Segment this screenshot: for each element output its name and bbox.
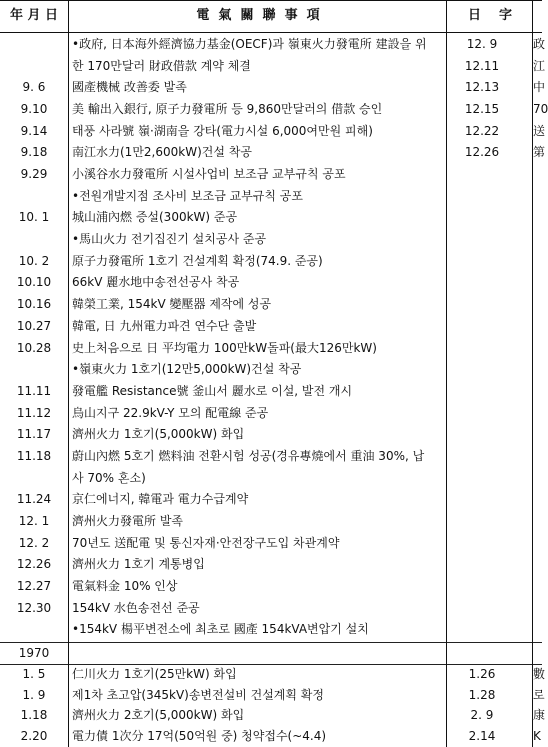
header-event2: [533, 0, 542, 32]
table-row: [0, 403, 542, 425]
row-event: •전원개발지점 조사비 보조금 교부규칙 공포: [72, 188, 303, 203]
row-event: 電力債 1次分 17억(50억원 중) 청약접수(~4.4): [72, 729, 327, 744]
row-event: 70년도 送配電 및 통신자재·안전장구도입 차관계약: [72, 535, 340, 550]
row-event: 태풍 사라號 嶺·湖南을 강타(電力시설 6,000여만원 피해): [72, 123, 373, 138]
header-event: 電 氣 關 聯 事 項: [196, 8, 320, 23]
table-row: [0, 511, 542, 533]
row-date2: 2.14: [468, 729, 496, 744]
table-row: [0, 229, 542, 251]
row-event: •政府, 日本海外經濟協力基金(OECF)과 嶺東火力發電所 建設을 위: [72, 37, 427, 51]
row-date: 11.18: [16, 448, 52, 463]
row-event: •154kV 楊平변전소에 최초로 國產 154kVA변압기 설치: [72, 622, 369, 637]
row-event: 濟州火力 2호기(5,000kW) 화입: [72, 708, 245, 723]
row-event: 城山浦內燃 증설(300kW) 준공: [72, 210, 238, 225]
row-date2: 12.13: [464, 80, 500, 95]
table-row: [0, 77, 546, 99]
row-event2: 送: [533, 123, 546, 138]
table-row: [0, 533, 542, 555]
row-event: 濟州火力發電所 발족: [72, 513, 183, 528]
table-row: [0, 294, 542, 316]
row-event2: 로: [533, 687, 545, 702]
row-event: 小溪谷水力發電所 시설사업비 보조금 교부규칙 공포: [72, 167, 346, 182]
table-row: [0, 446, 542, 468]
table-row: [0, 598, 542, 620]
row-event: 韓電, 日 九州電力파견 연수단 출발: [72, 318, 257, 333]
row-date: 10.27: [16, 318, 52, 333]
row-date: 1.18: [20, 708, 48, 723]
row-event2: 第: [533, 145, 546, 160]
table-row: [0, 164, 542, 186]
table-row: [0, 685, 545, 706]
row-date2: 12. 9: [466, 37, 498, 51]
row-date: 9. 6: [22, 80, 46, 95]
row-date: 10. 2: [18, 253, 50, 268]
table-row: [0, 705, 546, 726]
table-row: [0, 272, 542, 294]
row-date: 12.30: [16, 600, 52, 615]
table-row: [0, 207, 542, 229]
table-row: [0, 34, 546, 56]
table-row: [0, 121, 546, 143]
table-row: [0, 56, 546, 78]
table-header: [0, 0, 542, 32]
table-row: [0, 381, 542, 403]
row-event2: K: [533, 729, 541, 744]
table-row: [0, 338, 542, 360]
row-event: 濟州火力 1호기 계통병입: [72, 557, 205, 572]
row-date: 11.24: [16, 492, 52, 507]
row-date: 10.28: [16, 340, 52, 355]
row-date: 11.17: [16, 427, 52, 442]
table-row: [0, 316, 542, 338]
row-event: 京仁에너지, 韓電과 電力수급계약: [72, 492, 249, 507]
row-event2: 70: [533, 102, 548, 117]
table-row: [0, 468, 542, 490]
row-event: 仁川火力 1호기(25만kW) 화입: [72, 666, 237, 681]
row-event: •嶺東火力 1호기(12만5,000kW)건설 착공: [72, 362, 302, 377]
row-date: 9.29: [20, 167, 48, 182]
row-date: 9.10: [20, 102, 48, 117]
row-date: 11.12: [16, 405, 52, 420]
row-date: 10.16: [16, 297, 52, 312]
row-date: 10.10: [16, 275, 52, 290]
table-row: [0, 554, 542, 576]
table-row: [0, 99, 548, 121]
row-event2: 中: [533, 80, 546, 95]
row-date2: 12.22: [464, 123, 500, 138]
row-event: 한 170만달러 財政借款 계약 체결: [72, 58, 251, 73]
row-date: 10. 1: [18, 210, 50, 225]
header-date2: 日 字: [467, 8, 513, 23]
row-event: 烏山지구 22.9kV-Y 모의 配電線 준공: [72, 405, 269, 420]
table-row: [0, 142, 546, 164]
table-row: [0, 643, 542, 664]
row-event: 154kV 水色송전선 준공: [72, 600, 200, 615]
row-date: 12.26: [16, 557, 52, 572]
row-date: 2.20: [20, 729, 48, 744]
row-event: 史上처음으로 日 平均電力 100만kW돌파(最大126만kW): [72, 340, 377, 355]
row-date2: 2. 9: [470, 708, 494, 723]
row-date: 12. 2: [18, 535, 50, 550]
row-date2: 1.28: [468, 687, 496, 702]
row-event: 韓榮工業, 154kV 變壓器 제작에 성공: [72, 297, 272, 312]
row-event: 發電艦 Resistance號 釜山서 麗水로 이설, 발전 개시: [72, 383, 353, 398]
row-date2: 1.26: [468, 666, 496, 681]
row-event: 사 70% 혼소): [72, 470, 146, 485]
row-date2: 12.26: [464, 145, 500, 160]
row-event2: 數: [533, 666, 546, 681]
row-date2: 12.11: [464, 58, 500, 73]
row-date: 12. 1: [18, 513, 50, 528]
row-date: 12.27: [16, 578, 52, 593]
table-row: [0, 664, 546, 685]
row-date: 1. 5: [22, 666, 46, 681]
row-event: 濟州火力 1호기(5,000kW) 화입: [72, 427, 245, 442]
row-date: 9.14: [20, 123, 48, 138]
row-event: 南江水力(1만2,600kW)건설 착공: [72, 145, 252, 160]
row-date: 1. 9: [22, 687, 46, 702]
row-event2: 康: [533, 708, 546, 723]
row-event: •馬山火力 전기집진기 설치공사 준공: [72, 232, 267, 247]
top-rule: [0, 0, 542, 1]
row-event: 蔚山內燃 5호기 燃料油 전환시험 성공(경유專燒에서 重油 30%, 납: [72, 448, 425, 463]
table-row: [0, 576, 542, 598]
row-event: 電氣料金 10% 인상: [72, 578, 178, 593]
row-event: 原子力發電所 1호기 건설계획 확정(74.9. 준공): [72, 253, 323, 268]
row-date: 11.11: [16, 383, 52, 398]
table-row: [0, 251, 542, 273]
row-event2: 政: [533, 37, 546, 51]
row-event: 國產機械 改善委 발족: [72, 80, 187, 95]
header-rule: [0, 32, 542, 33]
row-event: 제1차 초고압(345kV)송변전설비 건설계획 확정: [72, 687, 324, 702]
table-row: [0, 424, 542, 446]
row-date: 9.18: [20, 145, 48, 160]
row-event2: 江: [533, 58, 546, 73]
table-row: [0, 186, 542, 208]
row-date2: 12.15: [464, 102, 500, 117]
row-event: 66kV 麗水地中송전선공사 착공: [72, 275, 240, 290]
row-date: 1970: [18, 646, 50, 660]
table-row: [0, 359, 542, 381]
header-date: 年 月 日: [9, 8, 59, 23]
row-event: 美 輸出入銀行, 原子力發電所 등 9,860만달러의 借款 승인: [72, 102, 383, 117]
table-row: [0, 489, 542, 511]
table-row: [0, 619, 542, 641]
table-row: [0, 726, 542, 747]
